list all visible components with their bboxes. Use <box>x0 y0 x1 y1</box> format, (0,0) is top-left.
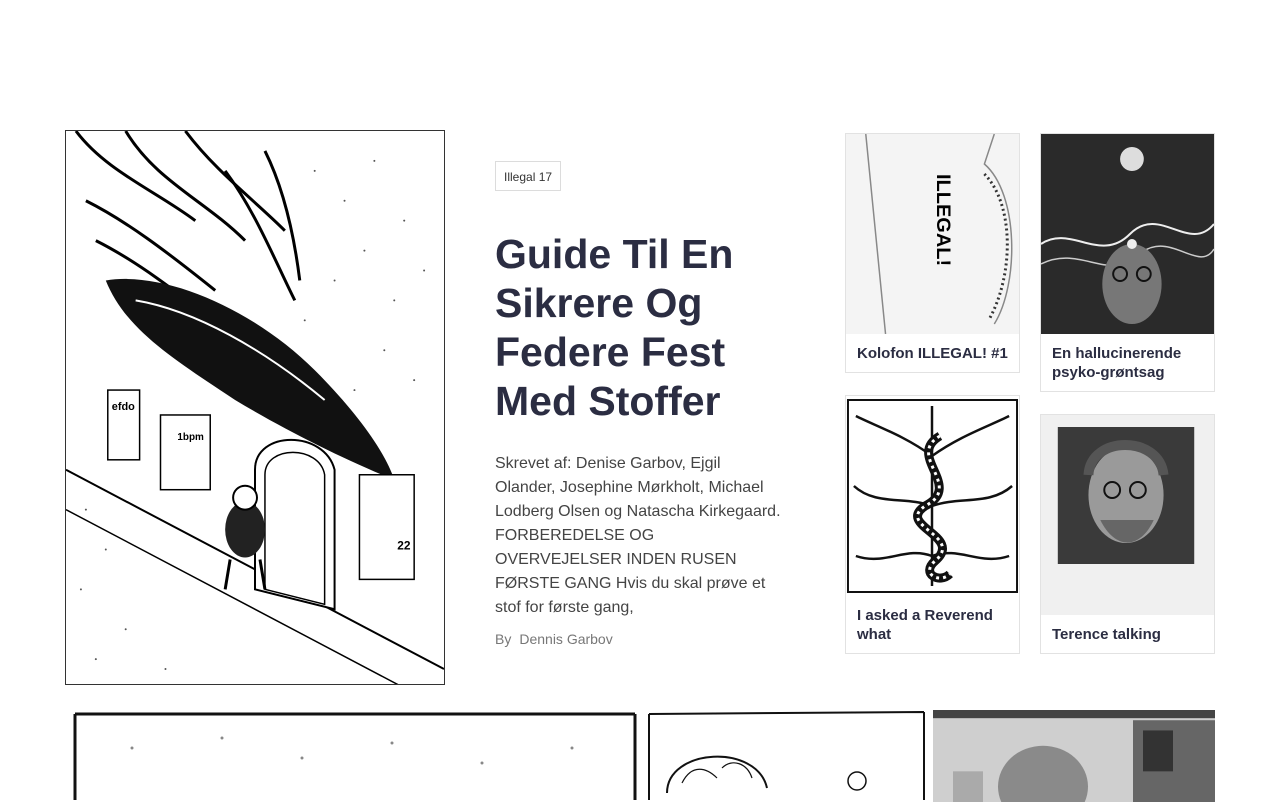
article-image[interactable] <box>647 708 926 800</box>
article-image[interactable] <box>933 710 1215 802</box>
illegal-cover-text: ILLEGAL! <box>931 174 954 267</box>
article-card-terence[interactable] <box>1040 414 1215 654</box>
article-card-reverend[interactable] <box>845 395 1020 654</box>
featured-excerpt: Skrevet af: Denise Garbov, Ejgil Olander, Josephine Mørkholt, Michael Lodberg Olsen og Natascha Kirkegaard. FORBEREDELSE OG OVERVEJELSER INDEN RUSEN FØRSTE GANG Hvis du skal prøve et stof for første gang, <box>495 455 781 616</box>
byline-label: By <box>495 631 512 647</box>
poster-1bpm-text: 1bpm <box>177 431 204 443</box>
author-link[interactable]: Dennis Garbov <box>519 631 613 647</box>
card-title[interactable]: En hallucinerende psyko-grøntsag <box>1052 345 1182 381</box>
card-thumbnail[interactable] <box>846 134 1019 334</box>
card-thumbnail[interactable] <box>1041 415 1214 615</box>
article-card-psyko-grontsag[interactable] <box>1040 133 1215 392</box>
poster-efdo-text: efdo <box>111 400 135 413</box>
featured-headline[interactable]: Guide Til En Sikrere Og Federe Fest Med Stoffer <box>495 231 734 424</box>
card-thumbnail[interactable] <box>1041 134 1214 334</box>
card-title[interactable]: Kolofon ILLEGAL! #1 <box>857 345 1008 362</box>
card-title[interactable]: Terence talking <box>1052 626 1161 643</box>
category-tag[interactable]: Illegal 17 <box>495 161 561 191</box>
article-image[interactable] <box>72 708 638 800</box>
card-title[interactable]: I asked a Reverend what <box>857 607 993 643</box>
poster-22-text: 22 <box>397 538 411 553</box>
byline <box>495 631 613 647</box>
featured-image[interactable] <box>65 130 445 685</box>
article-card-kolofon[interactable] <box>845 133 1020 373</box>
card-thumbnail[interactable] <box>846 396 1019 596</box>
